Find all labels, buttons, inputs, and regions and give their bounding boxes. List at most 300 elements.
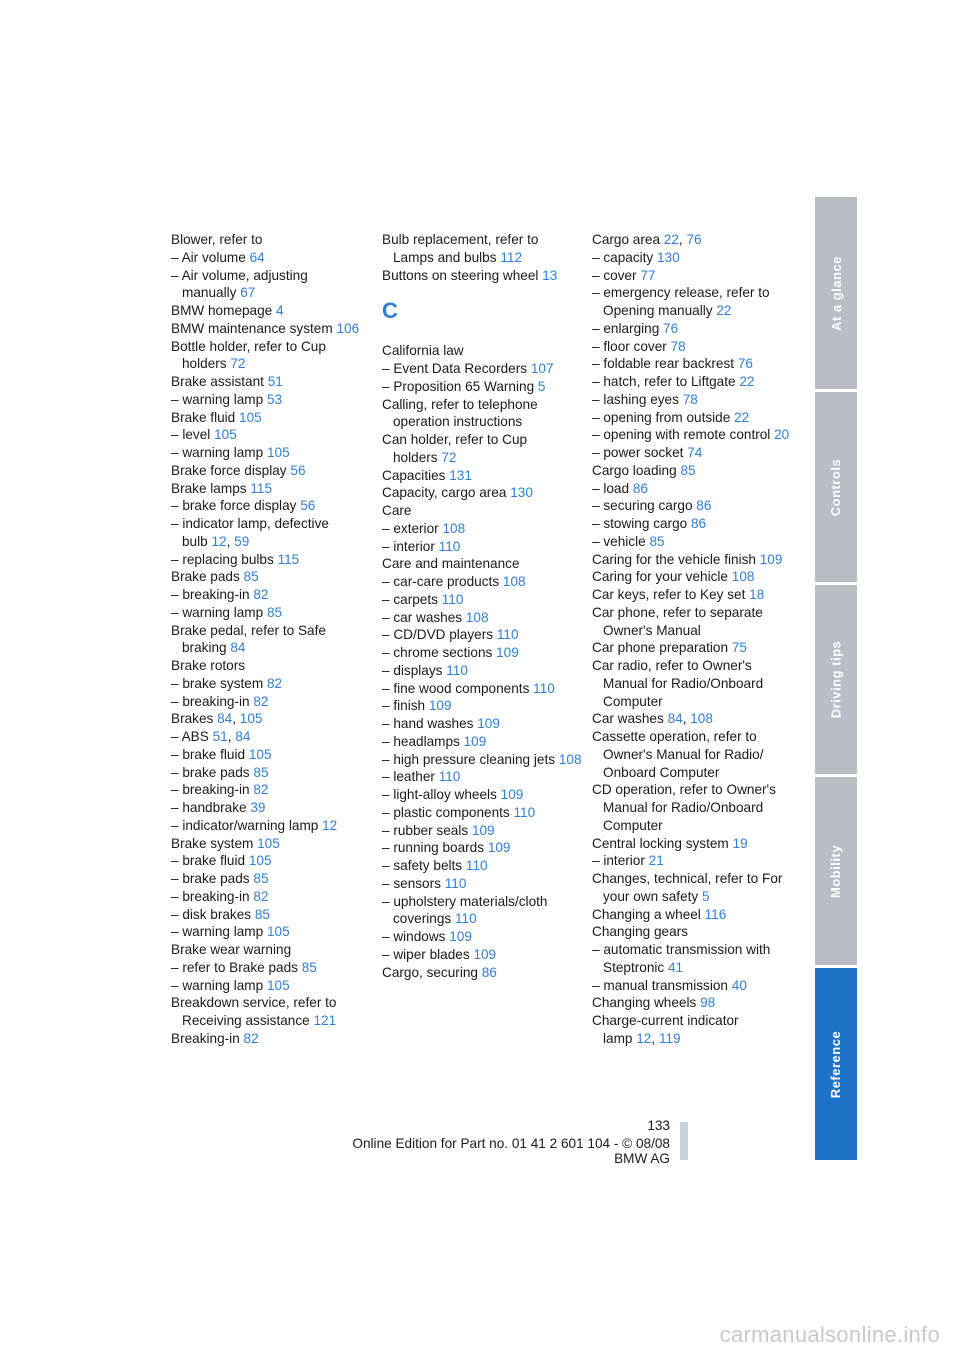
- index-entry: [171, 444, 371, 462]
- index-entry: [171, 835, 371, 853]
- index-entry: [171, 249, 371, 267]
- index-entry: [592, 568, 792, 586]
- index-entry-term: – breaking-in: [171, 693, 250, 709]
- page-reference-link[interactable]: 109: [463, 733, 487, 749]
- index-entry-term: Central locking system: [592, 835, 729, 851]
- index-entry-term: Breakdown service, refer to Receiving assistance: [171, 995, 337, 1028]
- index-entry-term: Brake pads: [171, 569, 240, 585]
- page-reference-link[interactable]: 78: [682, 391, 698, 407]
- edition-footer: Online Edition for Part no. 01 41 2 601 104 - © 08/08 BMW AG: [352, 1136, 670, 1166]
- index-entry: [592, 497, 792, 515]
- index-entry: [592, 267, 792, 285]
- page-reference-link[interactable]: 12: [322, 817, 338, 833]
- index-entry-term: – brake system: [171, 675, 264, 691]
- index-entry-term: – emergency release, refer to Opening manually: [592, 285, 770, 318]
- index-entry: [171, 497, 371, 515]
- index-entry-term: Breaking-in: [171, 1030, 240, 1046]
- page-reference-link[interactable]: 108: [558, 751, 582, 767]
- page-reference-link[interactable]: 78: [670, 338, 686, 354]
- page-reference-link[interactable]: 84: [217, 711, 233, 727]
- page-reference-link[interactable]: 109: [473, 946, 497, 962]
- page-number: 133: [647, 1118, 670, 1133]
- page-reference-link[interactable]: 82: [266, 675, 283, 691]
- index-entry: [171, 338, 371, 374]
- index-entry: [171, 657, 371, 675]
- page-reference-link[interactable]: 108: [442, 520, 466, 536]
- page-reference-link[interactable]: 105: [266, 924, 290, 940]
- index-entry-term: – Proposition 65 Warning: [382, 378, 535, 394]
- index-entry: [171, 426, 371, 444]
- page-reference-link[interactable]: 72: [230, 356, 246, 372]
- index-entry: [171, 764, 371, 782]
- page-reference-link[interactable]: 82: [253, 782, 269, 798]
- page-reference-link[interactable]: 76: [663, 320, 679, 336]
- index-entry-term: Calling, refer to telephone operation instructions: [382, 396, 538, 430]
- page-reference-link[interactable]: 59: [234, 533, 250, 549]
- page-reference-link[interactable]: 51: [212, 729, 228, 744]
- index-entry: [171, 817, 371, 835]
- page-reference-link[interactable]: 53: [266, 391, 283, 407]
- index-entry: [592, 338, 792, 356]
- page-reference-link[interactable]: 85: [243, 569, 259, 585]
- page-reference-link[interactable]: 39: [250, 800, 266, 815]
- index-entry-term: – sensors: [382, 875, 441, 891]
- page-reference-link[interactable]: 85: [253, 764, 269, 780]
- page-reference-link[interactable]: 110: [441, 591, 464, 607]
- page-reference-link[interactable]: 85: [301, 959, 317, 975]
- page-reference-link[interactable]: 121: [313, 1013, 337, 1028]
- page-reference-link[interactable]: 85: [680, 462, 696, 478]
- index-entry-term: Caring for the vehicle finish: [592, 551, 756, 567]
- index-entry: [171, 923, 371, 941]
- index-entry: [592, 657, 792, 710]
- index-entry: [382, 893, 582, 929]
- page-reference-link[interactable]: 105: [266, 977, 290, 993]
- index-entry: [171, 551, 371, 569]
- page-reference-link[interactable]: 84: [235, 729, 251, 744]
- index-entry: [382, 644, 582, 662]
- index-entry: [382, 626, 582, 644]
- page-reference-link[interactable]: 5: [537, 378, 546, 394]
- page-reference-link[interactable]: 56: [290, 462, 306, 478]
- page-reference-link[interactable]: 77: [640, 267, 656, 283]
- page-reference-link[interactable]: 116: [704, 906, 727, 922]
- index-entry: [382, 839, 582, 857]
- page-reference-link[interactable]: 21: [648, 853, 664, 869]
- index-entry: [382, 396, 582, 432]
- index-entry-term: – Air volume, adjusting manually: [171, 267, 308, 301]
- page-reference-link[interactable]: 105: [239, 409, 262, 425]
- page-reference-link[interactable]: 86: [691, 516, 707, 531]
- page-reference-link[interactable]: 110: [438, 538, 461, 554]
- index-entry: [171, 480, 371, 498]
- page-reference-link[interactable]: 64: [249, 249, 265, 265]
- index-entry-term: – indicator/warning lamp: [171, 817, 319, 833]
- page-reference-link[interactable]: 85: [649, 533, 665, 549]
- index-entry-term: Changes, technical, refer to For your own safety: [592, 871, 783, 904]
- page-reference-link[interactable]: 109: [500, 787, 524, 802]
- footer-marker: [680, 1122, 688, 1160]
- index-entry: [171, 781, 371, 799]
- index-entry-term: – Air volume: [171, 249, 246, 265]
- index-entry: [382, 573, 582, 591]
- index-entry-term: – securing cargo: [592, 498, 693, 514]
- index-entry-term: Can holder, refer to Cup holders: [382, 432, 528, 465]
- page-reference-link[interactable]: 110: [454, 911, 477, 927]
- page-reference-link[interactable]: 85: [266, 604, 283, 620]
- page-reference-link[interactable]: 108: [465, 609, 489, 625]
- page-reference-link[interactable]: 110: [496, 627, 519, 643]
- index-entry: [171, 622, 371, 658]
- index-entry: [171, 693, 371, 711]
- index-entry-term: – replacing bulbs: [171, 551, 274, 567]
- index-entry: [382, 231, 582, 267]
- index-entry-term: BMW maintenance system: [171, 320, 333, 336]
- page-reference-link[interactable]: 20: [774, 427, 790, 443]
- tab-driving-tips[interactable]: Driving tips: [815, 585, 857, 774]
- page-reference-link[interactable]: 109: [487, 840, 511, 856]
- index-entry-term: Car phone preparation: [592, 640, 729, 656]
- page-reference-link[interactable]: 84: [230, 640, 246, 656]
- index-entry: [592, 284, 792, 320]
- index-entry-term: Brake rotors: [171, 658, 246, 673]
- index-entry: [382, 555, 582, 573]
- index-entry: [592, 728, 792, 781]
- page-reference-link[interactable]: 108: [731, 569, 755, 585]
- index-entry: [592, 355, 792, 373]
- page-reference-link[interactable]: 82: [253, 693, 269, 709]
- index-entry-term: Charge-current indicator lamp: [592, 1013, 739, 1046]
- page-reference-link[interactable]: 110: [446, 662, 468, 678]
- index-entry: [592, 426, 792, 444]
- index-entry: [592, 586, 792, 604]
- page-reference-link[interactable]: 5: [701, 888, 710, 904]
- index-entry: [171, 373, 371, 391]
- index-entry-term: – interior: [592, 853, 645, 869]
- page-reference-link[interactable]: 82: [253, 888, 269, 904]
- page-reference-link[interactable]: 12: [636, 1030, 652, 1046]
- page-reference-link[interactable]: 105: [239, 711, 263, 727]
- index-entry: [592, 781, 792, 834]
- index-entry-term: Car washes: [592, 711, 664, 727]
- index-entry: [171, 586, 371, 604]
- page-reference-link[interactable]: 105: [248, 746, 272, 762]
- tab-controls[interactable]: Controls: [815, 392, 857, 582]
- tab-reference[interactable]: Reference: [815, 968, 857, 1160]
- index-entry: [382, 751, 582, 769]
- index-entry-term: Cargo, securing: [382, 964, 478, 980]
- page-reference-link[interactable]: 22: [716, 303, 732, 318]
- index-entry: [171, 959, 371, 977]
- index-entry-term: Brake pedal, refer to Safe braking: [171, 622, 326, 656]
- page-reference-link[interactable]: 76: [686, 232, 702, 247]
- index-entry: [382, 538, 582, 556]
- page-reference-link[interactable]: 84: [667, 711, 683, 727]
- index-entry: [382, 484, 582, 502]
- index-entry: [171, 409, 371, 427]
- index-entry-term: Car radio, refer to Owner's Manual for Radio/Onboard Computer: [592, 658, 764, 709]
- index-entry: [382, 378, 582, 396]
- index-entry-term: – automatic transmission with Steptronic: [592, 942, 771, 975]
- index-entry-term: – lashing eyes: [592, 391, 679, 407]
- index-entry-term: – plastic components: [382, 804, 510, 820]
- index-entry: – indicator lamp, defective bulb 12, 59: [171, 516, 329, 549]
- page-reference-link[interactable]: 115: [250, 480, 273, 496]
- index-entry-term: – high pressure cleaning jets: [382, 751, 556, 767]
- index-entry: [382, 875, 582, 893]
- page-reference-link[interactable]: 13: [542, 267, 558, 283]
- page-reference-link[interactable]: 110: [444, 875, 467, 891]
- index-entry: [592, 994, 792, 1012]
- index-entry-term: Cargo area: [592, 232, 661, 247]
- page-reference-link[interactable]: 85: [253, 871, 269, 886]
- page-reference-link[interactable]: 106: [336, 320, 360, 336]
- page-reference-link[interactable]: 105: [257, 835, 280, 851]
- index-entry-term: – hatch, refer to Liftgate: [592, 374, 736, 389]
- page-reference-link[interactable]: 115: [277, 551, 300, 567]
- index-entry: [382, 733, 582, 751]
- index-entry-term: Capacity, cargo area: [382, 485, 507, 501]
- index-entry: Car washes 84, 108: [592, 711, 713, 727]
- page-reference-link[interactable]: 105: [266, 445, 290, 460]
- index-entry-term: – windows: [382, 929, 446, 944]
- page-reference-link[interactable]: 110: [513, 804, 536, 820]
- page-reference-link[interactable]: 110: [438, 769, 461, 785]
- index-entry: [382, 768, 582, 786]
- index-entry-term: – warning lamp: [171, 977, 264, 993]
- index-entry-term: – headlamps: [382, 733, 460, 749]
- page-reference-link[interactable]: 109: [477, 716, 500, 731]
- index-entry-term: – floor cover: [592, 338, 667, 354]
- page-reference-link[interactable]: 82: [243, 1030, 259, 1046]
- index-entry: [382, 591, 582, 609]
- index-entry: [382, 520, 582, 538]
- section-sidebar: [815, 197, 857, 1160]
- page-reference-link[interactable]: 72: [441, 449, 457, 465]
- index-entry: [382, 964, 582, 982]
- index-entry: [382, 946, 582, 964]
- page-reference-link[interactable]: 110: [465, 858, 488, 873]
- index-entry-term: Car keys, refer to Key set: [592, 587, 746, 602]
- index-entry-term: Cassette operation, refer to Owner's Manual for Radio/ Onboard Computer: [592, 729, 764, 780]
- index-entry: [171, 320, 371, 338]
- page-reference-link[interactable]: 130: [657, 249, 680, 265]
- index-entry-term: – foldable rear backrest: [592, 356, 735, 372]
- index-entry: [382, 680, 582, 698]
- index-entry: [592, 639, 792, 657]
- tab-at-a-glance[interactable]: At a glance: [815, 197, 857, 389]
- page-reference-link[interactable]: 110: [533, 680, 555, 696]
- index-entry-term: Brake force display: [171, 462, 287, 478]
- index-entry: [592, 444, 792, 462]
- page-reference-link[interactable]: 75: [731, 640, 747, 656]
- index-entry-term: – load: [592, 480, 630, 496]
- page-reference-link[interactable]: 82: [253, 587, 269, 602]
- index-entry-term: – disk brakes: [171, 906, 252, 922]
- page-reference-link[interactable]: 105: [214, 427, 237, 443]
- page-reference-link[interactable]: 76: [737, 356, 753, 372]
- index-entry-term: Caring for your vehicle: [592, 569, 728, 585]
- index-entry: [382, 697, 582, 715]
- index-entry-term: – warning lamp: [171, 924, 264, 940]
- index-entry-term: Cargo loading: [592, 462, 677, 478]
- page-reference-link[interactable]: 85: [254, 906, 270, 922]
- page-reference-link[interactable]: 109: [496, 645, 519, 660]
- index-entry-term: – hand washes: [382, 716, 474, 731]
- index-entry-term: – brake pads: [171, 764, 250, 780]
- index-entry: [382, 715, 582, 733]
- index-entry: [382, 467, 582, 485]
- index-entry-term: – breaking-in: [171, 782, 250, 798]
- index-entry-term: Care: [382, 503, 412, 518]
- page-reference-link[interactable]: 74: [687, 445, 703, 460]
- index-entry-term: – stowing cargo: [592, 516, 688, 531]
- index-entry-term: Changing gears: [592, 924, 688, 940]
- page-reference-link[interactable]: 12: [211, 533, 227, 549]
- index-entry: [592, 551, 792, 569]
- index-entry-term: – interior: [382, 538, 435, 554]
- index-entry-term: – brake force display: [171, 498, 297, 514]
- index-entry: [592, 852, 792, 870]
- page-reference-link[interactable]: 119: [658, 1030, 681, 1046]
- index-entry: [171, 604, 371, 622]
- index-entry-term: – wiper blades: [382, 946, 470, 962]
- index-entry-term: – handbrake: [171, 800, 247, 815]
- index-entry: [382, 267, 582, 285]
- page-reference-link[interactable]: 108: [502, 574, 526, 589]
- index-entry-term: – exterior: [382, 520, 439, 536]
- index-entry: [382, 609, 582, 627]
- index-entry: Brakes 84, 105: [171, 711, 263, 727]
- index-entry-term: BMW homepage: [171, 303, 273, 318]
- index-entry: [592, 604, 792, 640]
- index-entry: [592, 835, 792, 853]
- page-reference-link[interactable]: 22: [739, 374, 755, 389]
- index-entry-term: Care and maintenance: [382, 556, 520, 572]
- index-entry: [592, 941, 792, 977]
- index-entry-term: – enlarging: [592, 320, 660, 336]
- index-entry: [171, 675, 371, 693]
- index-entry-term: – warning lamp: [171, 604, 264, 620]
- index-entry-term: – safety belts: [382, 858, 463, 873]
- page-reference-link[interactable]: 130: [510, 485, 533, 501]
- index-entry-term: Changing wheels: [592, 995, 697, 1011]
- tab-mobility[interactable]: Mobility: [815, 777, 857, 965]
- index-entry: [592, 320, 792, 338]
- page-reference-link[interactable]: 131: [449, 467, 472, 483]
- page-reference-link[interactable]: 109: [759, 551, 783, 567]
- index-column-1: [171, 231, 371, 1048]
- index-entry: [382, 360, 582, 378]
- page-reference-link[interactable]: 86: [696, 498, 712, 514]
- index-entry: [171, 941, 371, 959]
- index-entry: [171, 302, 371, 320]
- index-entry: [592, 870, 792, 906]
- index-entry: [382, 786, 582, 804]
- index-entry: [592, 409, 792, 427]
- index-entry-term: Car phone, refer to separate Owner's Manual: [592, 604, 763, 638]
- index-entry: [592, 515, 792, 533]
- index-entry-term: Brake system: [171, 835, 254, 851]
- page-reference-link[interactable]: 56: [300, 498, 316, 514]
- index-entry-term: Brake lamps: [171, 480, 247, 496]
- index-entry-term: Brakes: [171, 711, 214, 727]
- page-reference-link[interactable]: 109: [471, 822, 495, 838]
- index-entry: [382, 804, 582, 822]
- index-entry: [382, 928, 582, 946]
- page-reference-link[interactable]: 40: [731, 977, 747, 993]
- page-reference-link[interactable]: 22: [663, 232, 679, 247]
- index-entry-term: – brake fluid: [171, 746, 246, 762]
- index-entry-term: Capacities: [382, 467, 446, 483]
- index-entry: [171, 231, 371, 249]
- index-column-2: [382, 231, 582, 981]
- index-entry: [171, 977, 371, 995]
- page-reference-link[interactable]: 67: [240, 285, 256, 301]
- index-entry-term: – running boards: [382, 840, 485, 856]
- index-entry: [382, 502, 582, 520]
- index-entry: [592, 533, 792, 551]
- index-entry: [592, 977, 792, 995]
- page-reference-link[interactable]: 41: [668, 959, 684, 975]
- index-entry: Charge-current indicator lamp 12, 119: [592, 1013, 739, 1046]
- index-entry: [592, 373, 792, 391]
- page-reference-link[interactable]: 86: [481, 964, 497, 980]
- index-entry: [382, 342, 582, 360]
- index-entry-term: Brake wear warning: [171, 942, 292, 957]
- page-reference-link[interactable]: 51: [267, 374, 283, 389]
- index-entry-term: – power socket: [592, 445, 684, 460]
- page-reference-link[interactable]: 98: [700, 995, 716, 1011]
- page-reference-link[interactable]: 112: [500, 249, 522, 265]
- index-entry: [592, 391, 792, 409]
- index-entry-term: – upholstery materials/cloth coverings: [382, 893, 548, 927]
- index-entry: – ABS 51, 84: [171, 729, 251, 744]
- page-reference-link[interactable]: 22: [734, 409, 750, 425]
- index-entry-term: California law: [382, 343, 464, 359]
- index-entry-term: – opening with remote control: [592, 427, 771, 443]
- page-reference-link[interactable]: 109: [449, 929, 472, 944]
- index-entry-term: Bottle holder, refer to Cup holders: [171, 338, 326, 372]
- page-reference-link[interactable]: 18: [749, 587, 765, 602]
- index-entry: Cargo area 22, 76: [592, 232, 702, 247]
- index-entry: [171, 746, 371, 764]
- page-reference-link[interactable]: 109: [428, 698, 452, 714]
- index-entry: [171, 391, 371, 409]
- index-entry-term: – displays: [382, 662, 443, 678]
- index-entry-term: – light-alloy wheels: [382, 787, 497, 802]
- index-entry-term: Brake fluid: [171, 409, 236, 425]
- page-reference-link[interactable]: 4: [276, 303, 284, 318]
- page-reference-link[interactable]: 86: [632, 480, 648, 496]
- index-entry-term: – fine wood components: [382, 680, 530, 696]
- index-entry-term: Bulb replacement, refer to Lamps and bulbs: [382, 232, 539, 265]
- page-reference-link[interactable]: 19: [732, 835, 748, 851]
- index-entry: [171, 994, 371, 1030]
- index-entry: [171, 888, 371, 906]
- index-entry-term: – refer to Brake pads: [171, 959, 298, 975]
- index-entry-term: Brake assistant: [171, 374, 264, 389]
- page-reference-link[interactable]: 108: [690, 711, 713, 727]
- page-reference-link[interactable]: 107: [530, 361, 554, 376]
- index-entry-term: Blower, refer to: [171, 232, 263, 247]
- index-entry: [171, 906, 371, 924]
- index-entry-term: – rubber seals: [382, 822, 469, 838]
- index-entry-term: – CD/DVD players: [382, 627, 494, 643]
- index-entry-term: Buttons on steering wheel: [382, 267, 539, 283]
- page-reference-link[interactable]: 105: [248, 853, 272, 869]
- index-column-3: [592, 231, 792, 1048]
